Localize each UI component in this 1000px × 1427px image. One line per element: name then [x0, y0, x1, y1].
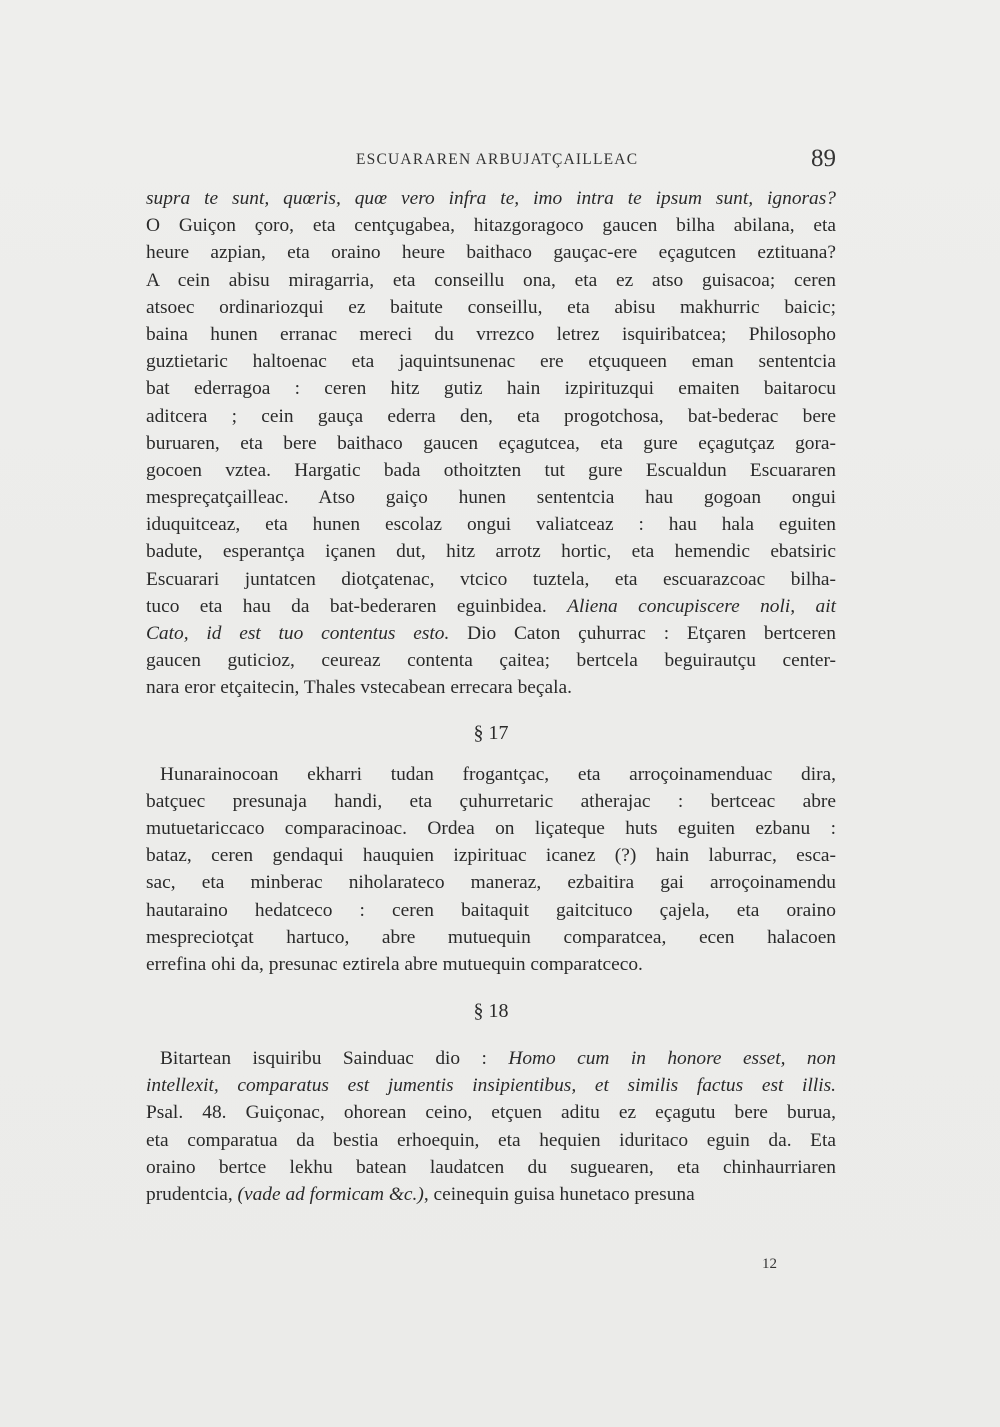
text-segment: Bitartean isquiribu Sainduac dio :: [160, 1048, 509, 1070]
text-line: [146, 869, 836, 896]
text-segment: gaucen guticioz, ceureaz contenta çaitea; bertcela beguirautçu center-: [146, 650, 836, 672]
text-line: [146, 430, 836, 457]
text-line: [146, 761, 836, 788]
italic-text: Cato, id est tuo contentus esto.: [146, 623, 450, 644]
text-line: [146, 348, 836, 375]
text-segment: iduquitceaz, eta hunen escolaz ongui valiatceaz : hau hala eguiten: [146, 514, 836, 536]
text-line: [146, 951, 836, 978]
paragraph-1: [146, 185, 836, 702]
text-segment: Psal. 48. Guiçonac, ohorean ceino, etçuen aditu ez eçagutu bere burua,: [146, 1102, 836, 1124]
text-line: [146, 1045, 836, 1072]
text-segment: gocoen vztea. Hargatic bada othoitzten tut gure Escualdun Escuararen: [146, 459, 836, 481]
text-segment: Hunarainocoan ekharri tudan frogantçac, eta arroçoinamenduac dira,: [160, 763, 836, 785]
text-line: [146, 511, 836, 538]
text-line: [146, 897, 836, 924]
page-header: [146, 145, 836, 181]
text-segment: Escuarari juntatcen diotçatenac, vtcico tuztela, eta escuarazcoac bilha-: [146, 568, 836, 590]
section-18-body: [146, 1045, 836, 1208]
italic-text: intellexit, comparatus est jumentis insipientibus, et similis factus est illis.: [146, 1075, 836, 1097]
text-segment: tuco eta hau da bat-bederaren eguinbidea.: [146, 595, 568, 617]
text-segment: oraino bertce lekhu batean laudatcen du suguearen, eta chinhaurriaren: [146, 1156, 836, 1178]
text-segment: , ceinequin guisa hunetaco presuna: [423, 1184, 695, 1205]
text-line: [146, 566, 836, 593]
text-segment: mutuetariccaco comparacinoac. Ordea on liçateque huts eguiten ezbanu :: [146, 817, 836, 839]
section-18-heading: § 18: [473, 1000, 509, 1023]
text-segment: sac, eta minberac niholarateco maneraz, ezbaitira gai arroçoinamendu: [146, 872, 836, 894]
text-line: [146, 1072, 836, 1099]
text-segment: badute, esperantça içanen dut, hitz arrotz hortic, eta hemendic ebatsiric: [146, 541, 836, 563]
text-line: [146, 403, 836, 430]
text-line: [146, 375, 836, 402]
text-segment: batçuec presunaja handi, eta çuhurretaric atherajac : bertceac abre: [146, 790, 836, 812]
text-line: [146, 294, 836, 321]
text-line: [146, 239, 836, 266]
text-line: [146, 484, 836, 511]
text-segment: atsoec ordinariozqui ez baitute conseillu, eta abisu makhurric baicic;: [146, 296, 836, 318]
text-line: [146, 788, 836, 815]
text-line: [146, 212, 836, 239]
text-segment: nara eror etçaitecin, Thales vstecabean errecara beçala.: [146, 677, 572, 699]
text-segment: O Guiçon çoro, eta centçugabea, hitazgoragoco gaucen bilha abilana, eta: [146, 215, 836, 237]
section-17-heading: § 17: [473, 721, 509, 744]
text-line: [146, 185, 836, 212]
section-17-body: [146, 761, 836, 979]
text-line: [146, 674, 836, 701]
text-line: [146, 457, 836, 484]
text-segment: errefina ohi da, presunac eztirela abre mutuequin comparatceco.: [146, 953, 643, 975]
text-segment: mespreçatçailleac. Atso gaiço hunen sententcia hau gogoan ongui: [146, 487, 836, 509]
text-line: [146, 842, 836, 869]
text-line: [146, 538, 836, 565]
text-line: [146, 620, 836, 647]
text-line: [146, 593, 836, 620]
italic-text: (vade ad formicam &c.): [237, 1184, 424, 1205]
text-segment: eta comparatua da bestia erhoequin, eta hequien iduritaco eguin da. Eta: [146, 1129, 836, 1151]
text-segment: prudentcia,: [146, 1184, 238, 1205]
printer-signature: 12: [762, 1256, 777, 1272]
text-line: [146, 647, 836, 674]
text-line: [146, 321, 836, 348]
text-segment: Dio Caton çuhurrac : Etçaren bertceren: [449, 623, 836, 644]
text-segment: baina hunen erranac mereci du vrrezco letrez isquiribatcea; Philosopho: [146, 323, 836, 345]
text-line: [146, 1099, 836, 1126]
text-segment: mespreciotçat hartuco, abre mutuequin comparatcea, ecen halacoen: [146, 926, 836, 948]
text-line: [146, 815, 836, 842]
text-segment: bataz, ceren gendaqui hauquien izpirituac icanez (?) hain laburrac, esca-: [146, 845, 836, 867]
text-segment: guztietaric haltoenac eta jaquintsunenac ere etçuqueen eman sententcia: [146, 351, 836, 373]
italic-text: supra te sunt, quœris, quœ vero infra te, imo intra te ipsum sunt, ignoras?: [146, 188, 836, 209]
text-segment: aditcera ; cein gauça ederra den, eta progotchosa, bat-bederac bere: [146, 405, 836, 427]
running-title: ESCUARAREN ARBUJATÇAILLEAC: [356, 151, 639, 168]
text-line: [146, 1181, 836, 1208]
text-line: [146, 267, 836, 294]
italic-text: Aliena concupiscere noli, ait: [567, 595, 836, 617]
text-line: [146, 1127, 836, 1154]
italic-text: Homo cum in honore esset, non: [508, 1048, 836, 1070]
text-segment: heure azpian, eta oraino heure baithaco gauçac-ere eçagutcen eztituana?: [146, 242, 836, 264]
text-segment: hautaraino hedatceco : ceren baitaquit gaitcituco çajela, eta oraino: [146, 899, 836, 921]
page-number: 89: [811, 145, 836, 172]
text-segment: bat ederragoa : ceren hitz gutiz hain izpirituzqui emaiten baitarocu: [146, 378, 836, 400]
text-segment: buruaren, eta bere baithaco gaucen eçagutcea, eta gure eçagutçaz gora-: [146, 432, 836, 454]
text-block: [146, 185, 836, 1208]
text-segment: A cein abisu miragarria, eta conseillu ona, eta ez atso guisacoa; ceren: [146, 269, 836, 291]
text-line: [146, 924, 836, 951]
text-line: [146, 1154, 836, 1181]
